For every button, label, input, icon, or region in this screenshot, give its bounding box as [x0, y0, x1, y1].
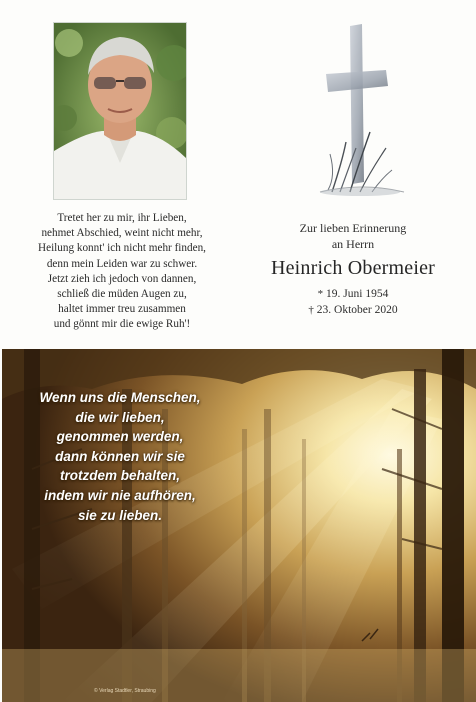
- intro-text: Zur lieben Erinnerung: [299, 221, 407, 235]
- verse-line: Tretet her zu mir, ihr Lieben,: [57, 212, 187, 224]
- poem-line: Wenn uns die Menschen,: [39, 390, 201, 405]
- death-date: 23. Oktober 2020: [316, 304, 398, 316]
- memorial-inscription: [230, 220, 476, 318]
- verse-line: haltet immer treu zusammen: [58, 303, 186, 316]
- birth-date: 19. Juni 1954: [326, 288, 389, 300]
- death-date-line: [230, 302, 476, 318]
- verse-line: schließ die müden Augen zu,: [57, 288, 187, 301]
- poem-line: trotzdem behalten,: [59, 468, 180, 484]
- life-dates: [230, 286, 476, 318]
- birth-date-line: [230, 286, 476, 302]
- cross-watercolor-icon: [312, 22, 412, 200]
- verse-line: Jetzt zieh ich jedoch von dannen,: [47, 272, 197, 285]
- poem-line: indem wir nie aufhören,: [44, 487, 196, 503]
- verse-line: und gönnt mir die ewige Ruh'!: [53, 318, 191, 331]
- verse-line: nehmet Abschied, weint nicht mehr,: [41, 227, 203, 240]
- poem-line: dann können wir sie: [55, 448, 185, 464]
- publisher-credit: © Verlag Stadtler, Straubing: [94, 688, 156, 694]
- poem-line: sie zu lieben.: [77, 507, 163, 523]
- verse-line: Heilung konnt' ich nicht mehr finden,: [38, 242, 206, 255]
- portrait-photo: [53, 22, 187, 200]
- portrait-illustration: [54, 23, 186, 199]
- consolation-poem: [20, 388, 220, 525]
- farewell-verse: [22, 211, 222, 333]
- poem-line: genommen werden,: [56, 429, 184, 445]
- deceased-name: Heinrich Obermeier: [270, 257, 436, 279]
- verse-line: denn mein Leiden war zu schwer.: [46, 257, 198, 270]
- poem-line: die wir lieben,: [75, 409, 165, 425]
- death-cross-icon: †: [308, 304, 314, 316]
- birth-star-icon: *: [317, 288, 324, 300]
- salutation-text: an Herrn: [331, 237, 375, 251]
